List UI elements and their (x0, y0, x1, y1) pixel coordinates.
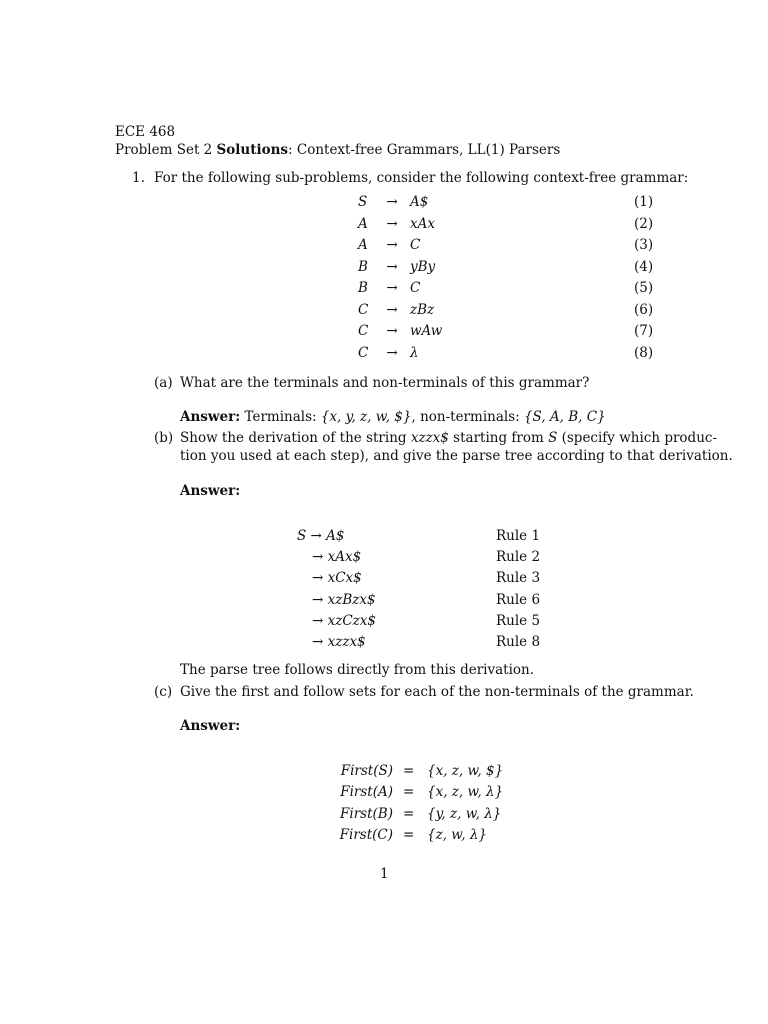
rule-number: (5) (634, 280, 654, 296)
first-set-name: First(C) (339, 827, 393, 843)
derivation-step: S → A$ (297, 528, 345, 544)
rule-number: (3) (634, 237, 654, 253)
rule-lhs: C (358, 323, 369, 339)
answer-label: Answer: (180, 718, 241, 734)
rule-number: (2) (634, 216, 654, 232)
answer-text: , non-terminals: (411, 409, 524, 425)
rule-lhs: A (358, 216, 368, 232)
derivation-step: → xzzx$ (312, 634, 366, 650)
derivation-step: → xAx$ (312, 549, 362, 565)
derivation-rule: Rule 3 (496, 570, 541, 586)
derivation-rule: Rule 1 (496, 528, 541, 544)
rule-rhs: C (410, 237, 421, 253)
rule-lhs: B (358, 259, 368, 275)
derivation-step: → xCx$ (312, 570, 362, 586)
target-string: xzzx$ (410, 430, 449, 446)
rule-number: (7) (634, 323, 654, 339)
rule-arrow: → (386, 259, 398, 275)
title-bold: Solutions (216, 142, 289, 158)
rule-arrow: → (386, 302, 398, 318)
first-set-name: First(S) (340, 763, 393, 779)
subproblem-a-question: What are the terminals and non-terminals of this grammar? (180, 375, 590, 391)
rule-rhs: wAw (410, 323, 443, 339)
equals-sign: = (403, 784, 415, 800)
answer-label: Answer: (180, 483, 241, 499)
first-set-value: {x, z, w, λ} (427, 784, 504, 800)
course-code: ECE 468 (115, 124, 176, 140)
subproblem-a-answer (180, 409, 606, 425)
first-set-value: {z, w, λ} (427, 827, 487, 843)
rule-arrow: → (386, 345, 398, 361)
title-prefix: Problem Set 2 (115, 142, 213, 158)
first-set-value: {y, z, w, λ} (427, 806, 502, 822)
terminals-set: {x, y, z, w, $} (320, 409, 412, 425)
equals-sign: = (403, 827, 415, 843)
first-set-name: First(B) (340, 806, 393, 822)
rule-rhs: xAx (410, 216, 435, 232)
first-set-value: {x, z, w, $} (427, 763, 504, 779)
derivation-rule: Rule 8 (496, 634, 541, 650)
subproblem-b-question-line1 (180, 430, 717, 446)
question-text: starting from (448, 430, 549, 446)
rule-number: (4) (634, 259, 654, 275)
derivation-step: → xzCzx$ (312, 613, 376, 629)
rule-lhs: B (358, 280, 368, 296)
first-set-name: First(A) (340, 784, 393, 800)
answer-label: Answer: (180, 409, 241, 425)
derivation-rule: Rule 5 (496, 613, 541, 629)
page-number: 1 (380, 866, 389, 882)
problem-number: 1. (132, 170, 145, 186)
derivation-step: → xzBzx$ (312, 592, 376, 608)
title-suffix: : Context-free Grammars, LL(1) Parsers (288, 142, 561, 158)
nonterminals-set: {S, A, B, C} (523, 409, 606, 425)
answer-text: Terminals: (244, 409, 321, 425)
rule-lhs: A (358, 237, 368, 253)
question-text: Show the derivation of the string (180, 430, 411, 446)
derivation-rule: Rule 2 (496, 549, 541, 565)
subproblem-c-question: Give the first and follow sets for each of the non-terminals of the grammar. (180, 684, 694, 700)
rule-arrow: → (386, 237, 398, 253)
rule-number: (6) (634, 302, 654, 318)
subproblem-c-label: (c) (154, 684, 173, 700)
rule-lhs: S (358, 194, 368, 210)
parse-tree-note: The parse tree follows directly from this derivation. (180, 662, 535, 678)
rule-rhs: zBz (410, 302, 435, 318)
subproblem-a-label: (a) (154, 375, 173, 391)
question-text: (specify which produc- (557, 430, 718, 446)
rule-lhs: C (358, 345, 369, 361)
rule-rhs: λ (410, 345, 419, 361)
rule-rhs: A$ (410, 194, 429, 210)
subproblem-b-label: (b) (154, 430, 174, 446)
rule-arrow: → (386, 280, 398, 296)
rule-rhs: yBy (410, 259, 436, 275)
rule-arrow: → (386, 194, 398, 210)
rule-arrow: → (386, 216, 398, 232)
problem-intro: For the following sub-problems, consider the following context-free grammar: (154, 170, 689, 186)
rule-lhs: C (358, 302, 369, 318)
derivation-rule: Rule 6 (496, 592, 541, 608)
equals-sign: = (403, 763, 415, 779)
rule-number: (1) (634, 194, 654, 210)
start-symbol: S (548, 430, 558, 446)
rule-rhs: C (410, 280, 421, 296)
subproblem-b-question-line2: tion you used at each step), and give the parse tree according to that derivation. (180, 448, 733, 464)
rule-arrow: → (386, 323, 398, 339)
rule-number: (8) (634, 345, 654, 361)
equals-sign: = (403, 806, 415, 822)
document-title (115, 142, 560, 158)
